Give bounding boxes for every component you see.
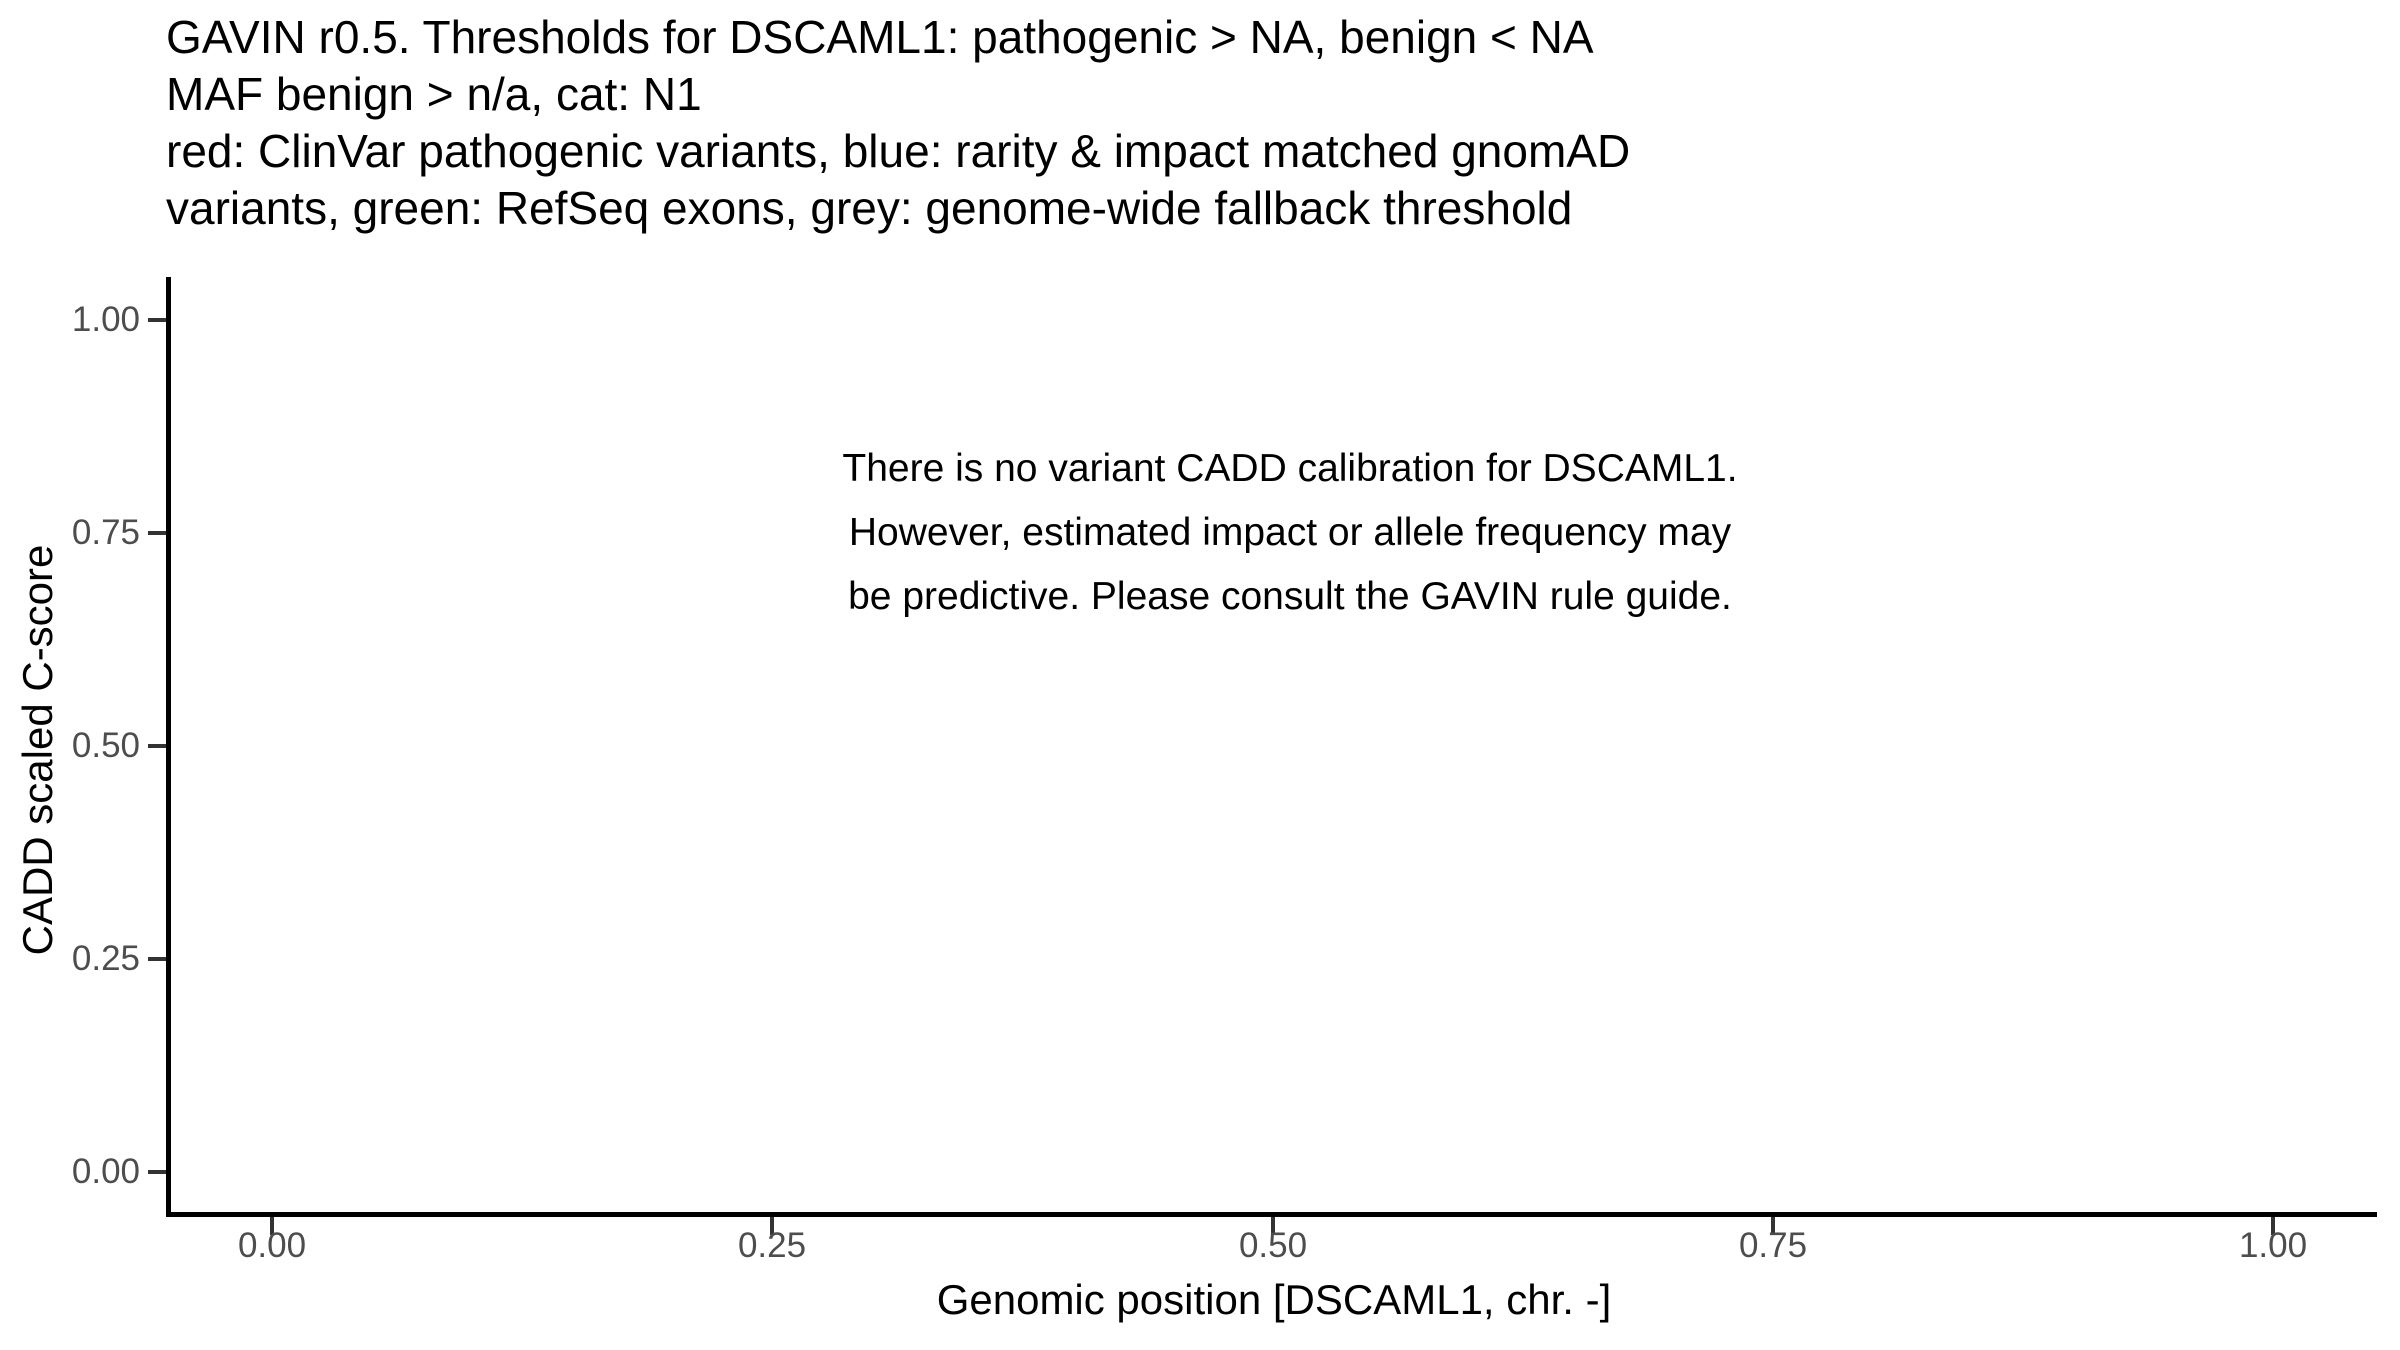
plot-title-line-4: variants, green: RefSeq exons, grey: genome-wide fallback threshold xyxy=(166,182,1573,234)
annotation-line-1: There is no variant CADD calibration for DSCAML1. xyxy=(842,447,1738,490)
x-tick-label: 0.50 xyxy=(1238,1226,1308,1265)
plot-title-line-1: GAVIN r0.5. Thresholds for DSCAML1: pathogenic > NA, benign < NA xyxy=(166,11,1594,63)
y-tick-mark xyxy=(148,531,166,535)
x-tick-label: 1.00 xyxy=(2238,1226,2308,1265)
y-tick-label: 0.25 xyxy=(71,939,140,978)
y-tick-mark xyxy=(148,1170,166,1174)
plot-title xyxy=(166,9,2026,237)
y-tick-mark xyxy=(148,318,166,322)
y-axis-line xyxy=(166,277,171,1217)
x-axis-title: Genomic position [DSCAML1, chr. -] xyxy=(936,1276,1612,1323)
plot-title-line-2: MAF benign > n/a, cat: N1 xyxy=(166,68,702,120)
no-calibration-annotation xyxy=(190,437,2390,629)
y-tick-label: 0.00 xyxy=(71,1152,140,1191)
y-tick-mark xyxy=(148,957,166,961)
y-tick-label: 0.50 xyxy=(71,726,140,765)
annotation-line-3: be predictive. Please consult the GAVIN rule guide. xyxy=(848,575,1732,618)
y-tick-mark xyxy=(148,744,166,748)
x-tick-label: 0.00 xyxy=(237,1226,307,1265)
x-tick-label: 0.75 xyxy=(1738,1226,1808,1265)
y-tick-label: 1.00 xyxy=(71,300,140,339)
x-tick-label: 0.25 xyxy=(737,1226,807,1265)
plot-title-line-3: red: ClinVar pathogenic variants, blue: rarity & impact matched gnomAD xyxy=(166,125,1631,177)
y-axis-title: CADD scaled C-score xyxy=(14,544,61,956)
y-tick-label: 0.75 xyxy=(71,513,140,552)
annotation-line-2: However, estimated impact or allele frequency may xyxy=(848,511,1732,554)
